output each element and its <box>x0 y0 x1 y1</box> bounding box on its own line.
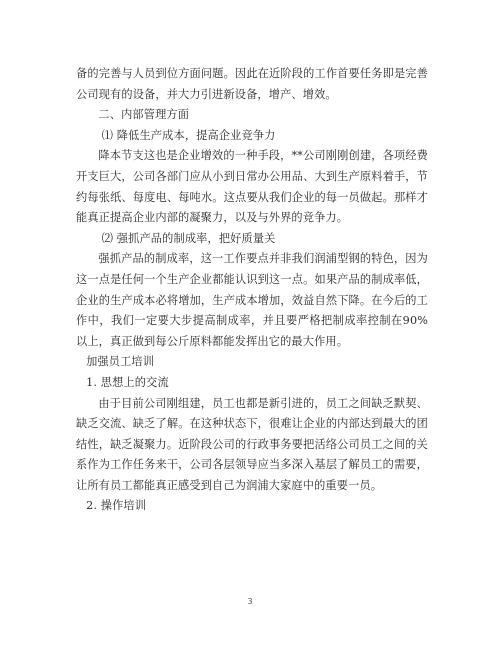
body-paragraph: 由于目前公司刚组建，员工也都是新引进的，员工之间缺乏默契、缺乏交流、缺乏了解。在这种状态下，很难让企业的内部达到最大的团结性，缺乏凝聚力。近阶段公司的行政事务要把活络公司员工之间的关系作为工作任务来干，公司各层领导应当多深入基层了解员工的需要，让所有员工都能真正感受到自己为润浦大家庭中的重要一员。 <box>76 396 428 492</box>
subsection-heading: 2. 操作培训 <box>86 499 147 513</box>
subsection-heading: ⑴ 降低生产成本，提高企业竞争力 <box>101 128 276 142</box>
page-number: 3 <box>247 597 253 606</box>
body-paragraph: 备的完善与人员到位方面问题。因此在近阶段的工作首要任务即是完善公司现有的设备，并大力引进新设备，增产、增效。 <box>76 67 428 101</box>
body-paragraph: 强抓产品的制成率，这一工作要点并非我们润浦型钢的特色，因为这一点是任何一个生产企业都能认识到这一点。如果产品的制成率低，企业的生产成本必将增加，生产成本增加，效益自然下降。在今后的工作中，我们一定要大步提高制成率，并且要严格把制成率控制在90%以上，真正做到每公斤原料都能发挥出它的最大作用。 <box>76 252 428 348</box>
section-heading: 二、内部管理方面 <box>98 108 190 122</box>
document-body <box>76 64 428 517</box>
section-heading: 加强员工培训 <box>86 355 155 369</box>
subsection-heading: ⑵ 强抓产品的制成率，把好质量关 <box>101 231 276 245</box>
body-paragraph: 降本节支这也是企业增效的一种手段，**公司刚刚创建，各项经费开支巨大，公司各部门应从小到日常办公用品、大到生产原料着手，节约每张纸、每度电、每吨水。这点要从我们企业的每一员做起。那样才能真正提高企业内部的凝聚力，以及与外界的竞争力。 <box>76 149 428 225</box>
subsection-heading: 1. 思想上的交流 <box>86 375 169 389</box>
